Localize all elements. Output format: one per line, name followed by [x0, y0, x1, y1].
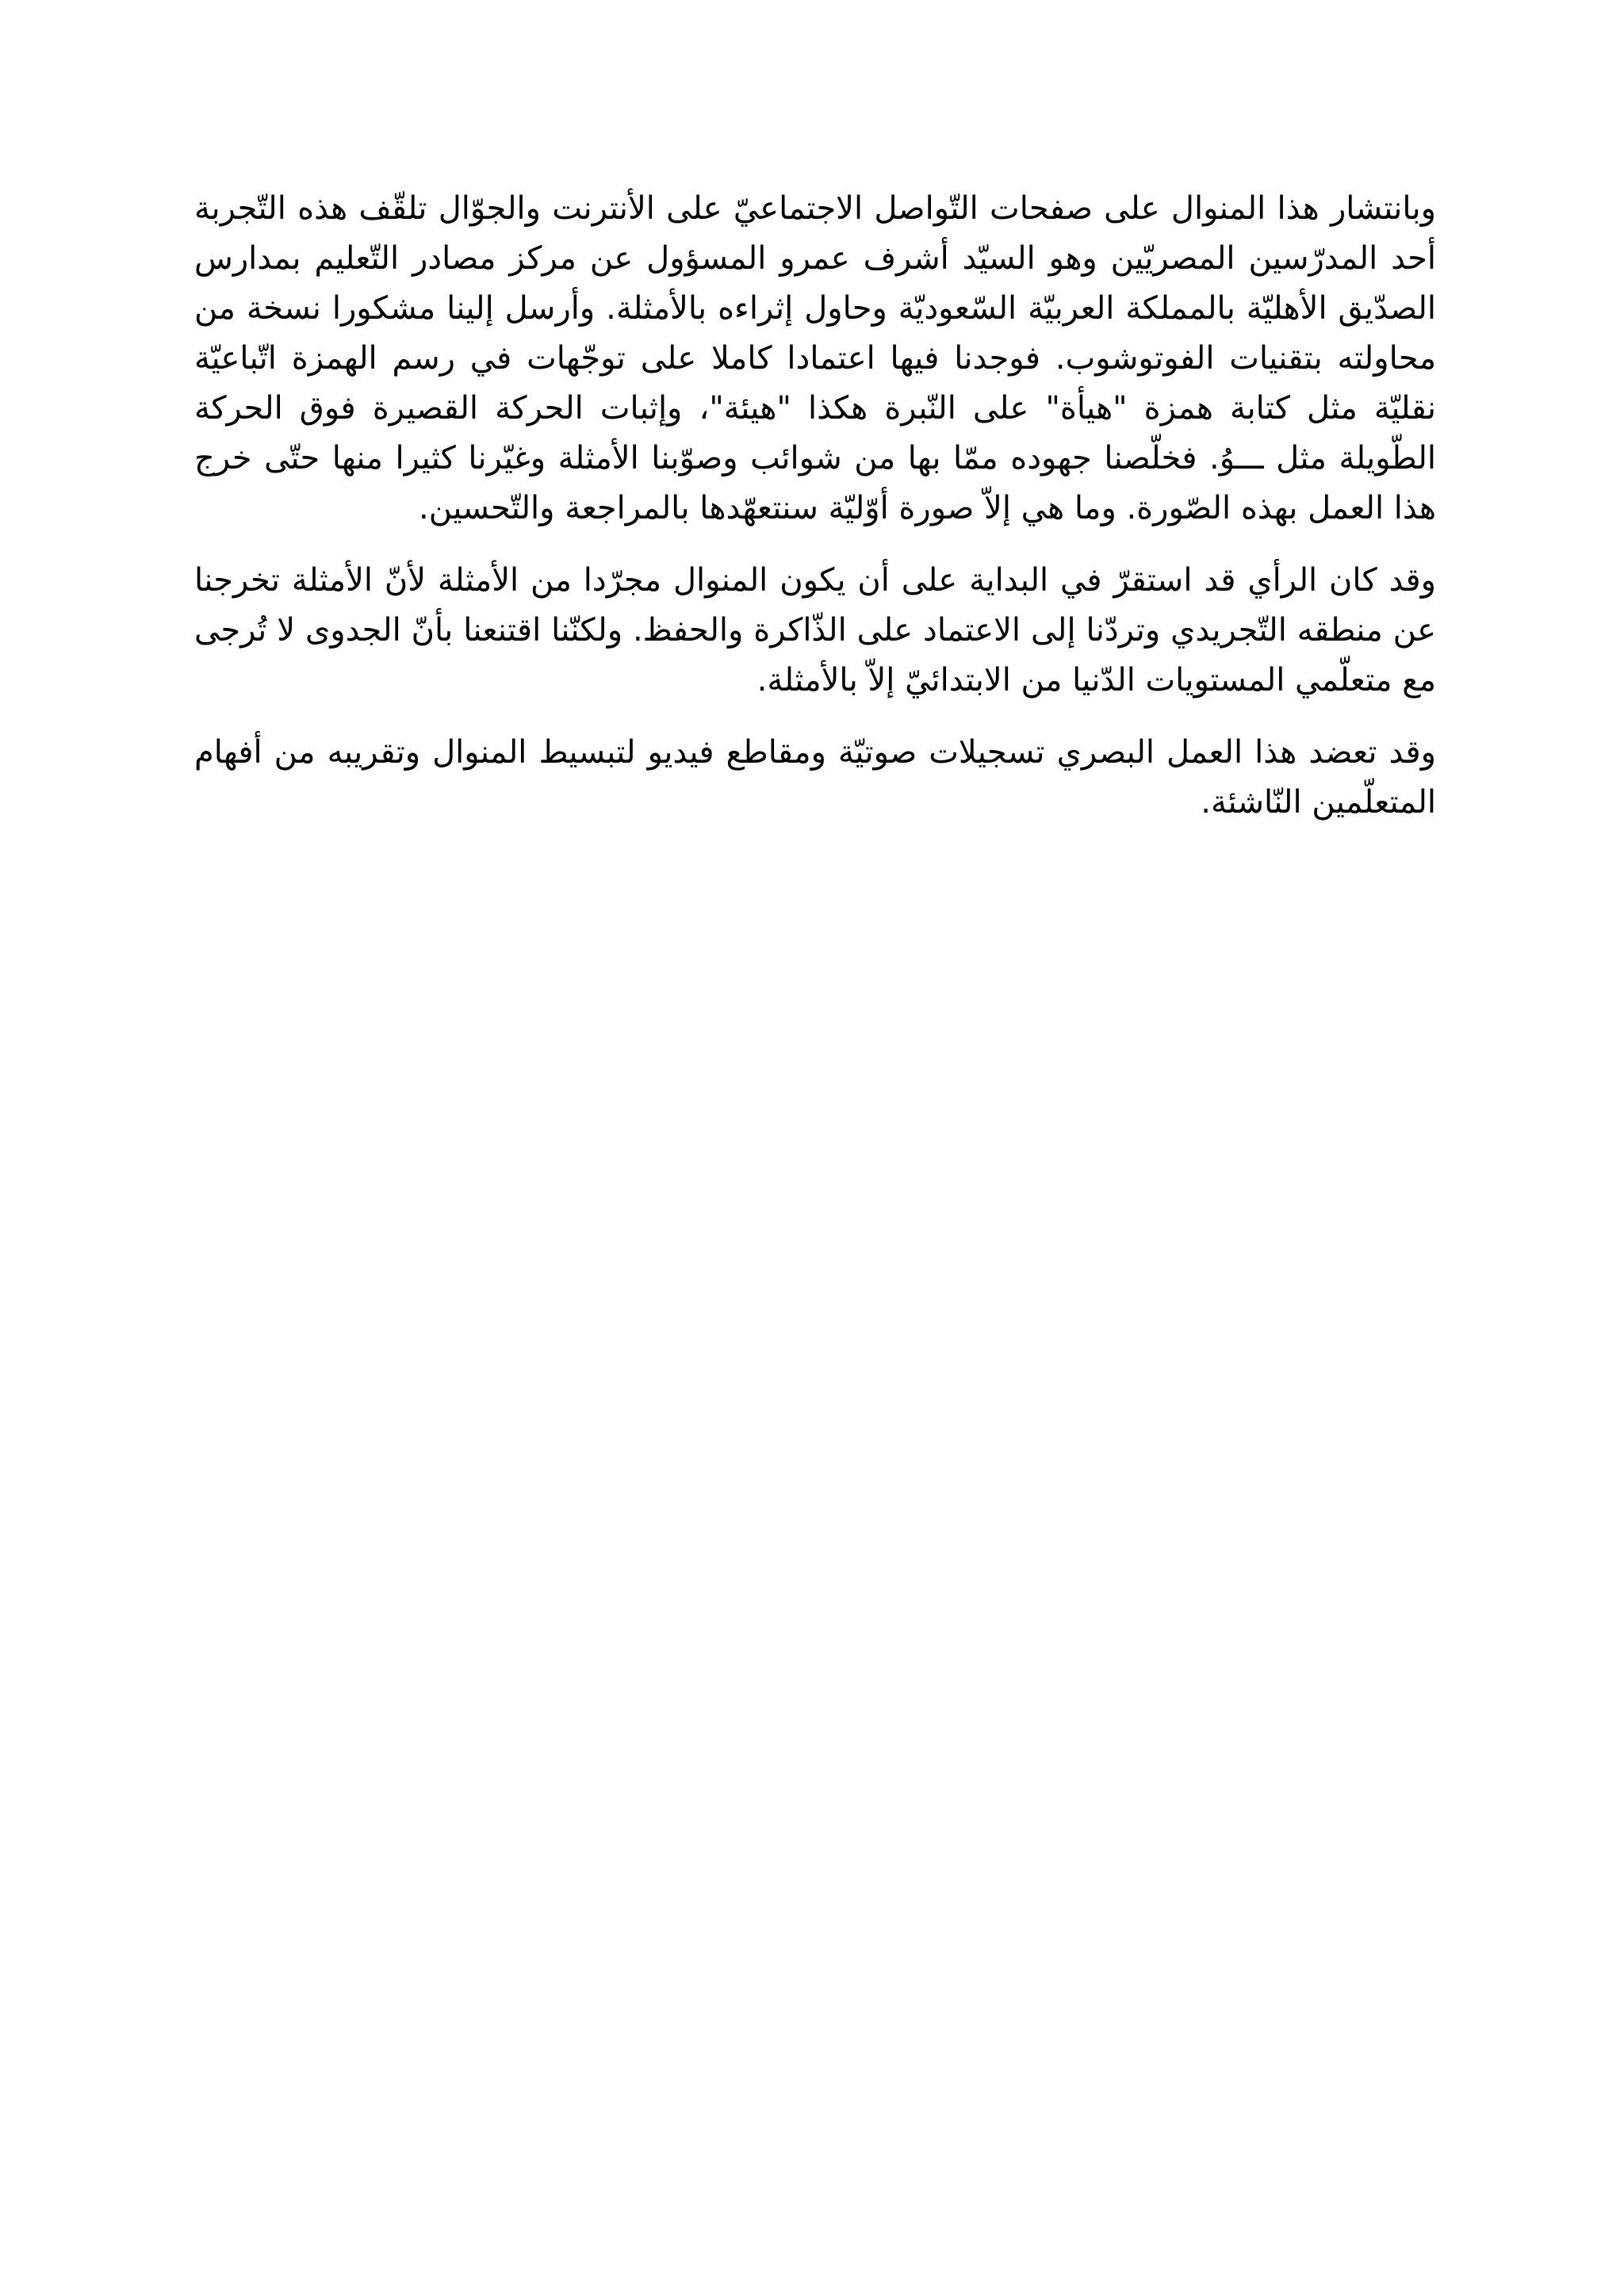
body-text — [194, 184, 1436, 828]
paragraph-3: وقد تعضد هذا العمل البصري تسجيلات صوتيّة ومقاطع فيديو لتبسيط المنوال وتقريبه من أفهام المتعلّمين النّاشئة. — [194, 734, 1436, 821]
paragraph-2: وقد كان الرأي قد استقرّ في البداية على أن يكون المنوال مجرّدا من الأمثلة لأنّ الأمثلة تخرجنا عن منطقه التّجريدي وتردّنا إلى الاعتماد على الذّاكرة والحفظ. ولكنّنا اقتنعنا بأنّ الجدوى لا تُرجى مع متعلّمي المستويات الدّنيا من الابتدائيّ إلاّ بالأمثلة. — [194, 562, 1436, 698]
paragraph-1: وبانتشار هذا المنوال على صفحات التّواصل الاجتماعيّ على الأنترنت والجوّال تلقّف هذه التّجربة أحد المدرّسين المصريّين وهو السيّد أشرف عمرو المسؤول عن مركز مصادر التّعليم بمدارس الصدّيق الأهليّة بالمملكة العربيّة السّعوديّة وحاول إثراءه بالأمثلة. وأرسل إلينا مشكورا نسخة من محاولته بتقنيات الفوتوشوب. فوجدنا فيها اعتمادا كاملا على توجّهات في رسم الهمزة اتّباعيّة نقليّة مثل كتابة همزة "هيأة" على النّبرة هكذا "هيئة"، وإثبات الحركة القصيرة فوق الحركة الطّويلة مثل ـــوُ. فخلّصنا جهوده ممّا بها من شوائب وصوّبنا الأمثلة وغيّرنا كثيرا منها حتّى خرج هذا العمل بهذه الصّورة. وما هي إلاّ صورة أوّليّة سنتعهّدها بالمراجعة والتّحسين. — [194, 190, 1436, 526]
